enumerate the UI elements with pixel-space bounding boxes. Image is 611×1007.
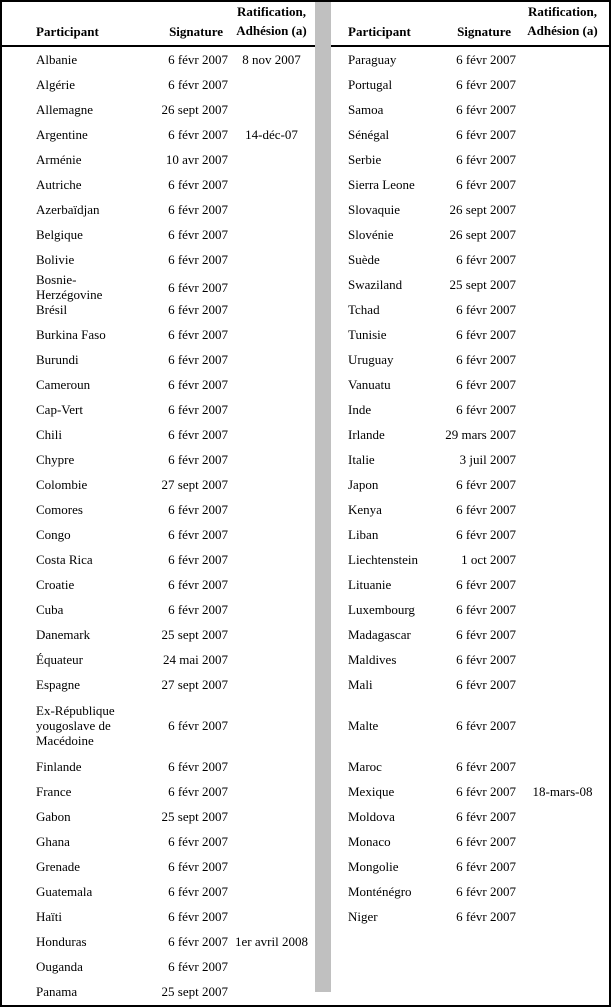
participant-cell: Maldives — [348, 652, 397, 667]
table-row — [331, 347, 609, 372]
table-row — [2, 572, 315, 597]
participant-cell: Ex-République yougoslave de Macédoine — [36, 703, 115, 748]
table-row — [2, 197, 315, 222]
participant-cell: Ghana — [36, 834, 70, 849]
participant-cell: Algérie — [36, 77, 75, 92]
participant-cell: Ouganda — [36, 959, 83, 974]
participant-cell: Inde — [348, 402, 372, 417]
signature-cell: 6 févr 2007 — [168, 77, 228, 92]
table-row — [331, 122, 609, 147]
signature-cell: 6 févr 2007 — [168, 834, 228, 849]
participant-cell: Slovénie — [348, 227, 394, 242]
signature-cell: 6 févr 2007 — [456, 909, 516, 924]
ratification-cell: 8 nov 2007 — [242, 52, 301, 67]
table-row — [2, 97, 315, 122]
participant-cell: Cap-Vert — [36, 402, 83, 417]
table-row — [331, 854, 609, 879]
table-row — [331, 297, 609, 322]
participant-cell: Cameroun — [36, 377, 91, 392]
table-row — [331, 372, 609, 397]
table-row — [2, 904, 315, 929]
table-row — [2, 472, 315, 497]
table-row — [2, 647, 315, 672]
table-header — [2, 2, 315, 47]
signature-cell: 6 févr 2007 — [168, 602, 228, 617]
table-row — [2, 147, 315, 172]
table-row — [331, 829, 609, 854]
table-row — [331, 322, 609, 347]
signature-cell: 6 févr 2007 — [456, 252, 516, 267]
signature-cell: 27 sept 2007 — [161, 477, 228, 492]
signature-cell: 6 févr 2007 — [168, 759, 228, 774]
table-row — [2, 672, 315, 697]
table-row — [2, 522, 315, 547]
table-row — [2, 372, 315, 397]
participant-cell: Congo — [36, 527, 71, 542]
participant-cell: Serbie — [348, 152, 382, 167]
table-row — [2, 979, 315, 1004]
participants-table-right — [331, 2, 609, 929]
participant-cell: Maroc — [348, 759, 382, 774]
header-ratification-line2: Adhésion (a) — [527, 23, 598, 38]
signature-cell: 6 févr 2007 — [456, 677, 516, 692]
table-row — [2, 929, 315, 954]
participant-cell: Luxembourg — [348, 602, 415, 617]
signature-cell: 6 févr 2007 — [456, 477, 516, 492]
participant-cell: Arménie — [36, 152, 82, 167]
participant-cell: Liechtenstein — [348, 552, 419, 567]
table-row — [331, 447, 609, 472]
participant-cell: Mali — [348, 677, 373, 692]
signature-cell: 25 sept 2007 — [161, 627, 228, 642]
signature-cell: 6 févr 2007 — [168, 52, 228, 67]
table-row — [331, 547, 609, 572]
table-row — [331, 272, 609, 297]
signature-cell: 10 avr 2007 — [165, 152, 228, 167]
table-row — [331, 472, 609, 497]
table-row — [2, 497, 315, 522]
table-row — [2, 779, 315, 804]
participant-cell: Moldova — [348, 809, 395, 824]
signature-cell: 6 févr 2007 — [168, 327, 228, 342]
table-row — [2, 72, 315, 97]
signature-cell: 6 févr 2007 — [456, 177, 516, 192]
table-row — [331, 72, 609, 97]
participant-cell: Swaziland — [348, 277, 403, 292]
signature-cell: 6 févr 2007 — [456, 402, 516, 417]
participant-cell: Chili — [36, 427, 63, 442]
signature-cell: 6 févr 2007 — [168, 227, 228, 242]
signature-cell: 27 sept 2007 — [161, 677, 228, 692]
signature-cell: 6 févr 2007 — [456, 759, 516, 774]
table-row — [2, 829, 315, 854]
participant-cell: Haïti — [36, 909, 62, 924]
table-row — [2, 754, 315, 779]
table-row — [331, 47, 609, 72]
table-row — [331, 697, 609, 754]
signature-cell: 6 févr 2007 — [168, 252, 228, 267]
participant-cell: Costa Rica — [36, 552, 93, 567]
table-row — [331, 672, 609, 697]
table-row — [331, 97, 609, 122]
table-row — [2, 547, 315, 572]
table-row — [2, 272, 315, 302]
participant-cell: France — [36, 784, 72, 799]
table-row — [331, 879, 609, 904]
signature-cell: 6 févr 2007 — [456, 718, 516, 733]
signature-cell: 6 févr 2007 — [168, 527, 228, 542]
participant-cell: Grenade — [36, 859, 81, 874]
table-row — [331, 247, 609, 272]
signature-cell: 26 sept 2007 — [449, 227, 516, 242]
signature-cell: 6 févr 2007 — [456, 127, 516, 142]
signature-cell: 6 févr 2007 — [168, 427, 228, 442]
signature-cell: 6 févr 2007 — [168, 502, 228, 517]
participant-cell: Bolivie — [36, 252, 75, 267]
table-row — [331, 497, 609, 522]
signature-cell: 6 févr 2007 — [168, 718, 228, 733]
table-row — [2, 854, 315, 879]
header-ratification — [228, 2, 315, 40]
signature-cell: 6 févr 2007 — [456, 327, 516, 342]
participant-cell: Espagne — [36, 677, 81, 692]
signature-cell: 6 févr 2007 — [456, 602, 516, 617]
participant-cell: Albanie — [36, 52, 78, 67]
signature-cell: 6 févr 2007 — [168, 127, 228, 142]
signature-cell: 6 févr 2007 — [456, 652, 516, 667]
table-row — [331, 422, 609, 447]
table-row — [2, 122, 315, 147]
table-row — [2, 622, 315, 647]
participant-cell: Cuba — [36, 602, 64, 617]
participant-cell: Colombie — [36, 477, 88, 492]
table-header — [331, 2, 609, 47]
table-row — [331, 172, 609, 197]
participant-cell: Gabon — [36, 809, 71, 824]
participants-table-left — [2, 2, 315, 1004]
header-participant: Participant — [348, 24, 411, 39]
table-row — [2, 47, 315, 72]
table-row — [331, 572, 609, 597]
signature-cell: 26 sept 2007 — [161, 102, 228, 117]
signature-cell: 1 oct 2007 — [461, 552, 516, 567]
ratification-cell: 18-mars-08 — [532, 784, 593, 799]
participant-cell: Paraguay — [348, 52, 397, 67]
participant-cell: Mexique — [348, 784, 395, 799]
table-row — [331, 397, 609, 422]
participant-cell: Madagascar — [348, 627, 411, 642]
participant-cell: Irlande — [348, 427, 385, 442]
signature-cell: 6 févr 2007 — [456, 809, 516, 824]
signature-cell: 6 févr 2007 — [168, 302, 228, 317]
signature-cell: 6 févr 2007 — [168, 177, 228, 192]
participant-cell: Japon — [348, 477, 379, 492]
header-ratification-line1: Ratification, — [237, 4, 306, 19]
signature-cell: 6 févr 2007 — [456, 302, 516, 317]
signature-cell: 6 févr 2007 — [456, 627, 516, 642]
signature-cell: 6 févr 2007 — [168, 859, 228, 874]
signature-cell: 6 févr 2007 — [168, 552, 228, 567]
table-row — [2, 447, 315, 472]
signature-cell: 26 sept 2007 — [449, 202, 516, 217]
signature-cell: 3 juil 2007 — [459, 452, 516, 467]
signature-cell: 6 févr 2007 — [168, 402, 228, 417]
participant-cell: Burkina Faso — [36, 327, 106, 342]
signature-cell: 6 févr 2007 — [456, 502, 516, 517]
table-row — [331, 622, 609, 647]
signature-cell: 6 févr 2007 — [456, 859, 516, 874]
table-row — [2, 397, 315, 422]
table-row — [331, 754, 609, 779]
signature-cell: 6 févr 2007 — [168, 377, 228, 392]
participant-cell: Uruguay — [348, 352, 394, 367]
signature-cell: 6 févr 2007 — [456, 784, 516, 799]
signature-cell: 25 sept 2007 — [161, 809, 228, 824]
signature-cell: 6 févr 2007 — [168, 784, 228, 799]
participant-cell: Liban — [348, 527, 379, 542]
signature-cell: 6 févr 2007 — [456, 884, 516, 899]
table-row — [331, 147, 609, 172]
participant-cell: Mongolie — [348, 859, 399, 874]
signature-cell: 6 févr 2007 — [456, 527, 516, 542]
participant-cell: Honduras — [36, 934, 87, 949]
signature-cell: 6 févr 2007 — [456, 52, 516, 67]
ratification-cell: 14-déc-07 — [245, 127, 298, 142]
table-row — [331, 597, 609, 622]
signature-cell: 29 mars 2007 — [445, 427, 516, 442]
participant-cell: Argentine — [36, 127, 88, 142]
table-row — [2, 879, 315, 904]
participant-cell: Tchad — [348, 302, 380, 317]
signature-cell: 6 févr 2007 — [168, 452, 228, 467]
participant-cell: Guatemala — [36, 884, 93, 899]
participant-cell: Vanuatu — [348, 377, 391, 392]
signature-cell: 6 févr 2007 — [168, 577, 228, 592]
participant-cell: Belgique — [36, 227, 83, 242]
signature-cell: 6 févr 2007 — [168, 884, 228, 899]
table-row — [2, 804, 315, 829]
signature-cell: 6 févr 2007 — [168, 279, 228, 295]
participant-cell: Autriche — [36, 177, 82, 192]
participant-cell: Slovaquie — [348, 202, 400, 217]
header-signature: Signature — [457, 24, 511, 39]
signature-cell: 6 févr 2007 — [168, 352, 228, 367]
signature-cell: 6 févr 2007 — [456, 352, 516, 367]
table-divider — [315, 2, 331, 992]
participant-cell: Niger — [348, 909, 378, 924]
table-row — [331, 804, 609, 829]
participant-cell: Croatie — [36, 577, 75, 592]
participant-cell: Bosnie-Herzégovine — [36, 272, 103, 302]
participant-cell: Finlande — [36, 759, 82, 774]
table-row — [2, 247, 315, 272]
signature-cell: 24 mai 2007 — [163, 652, 228, 667]
participant-cell: Équateur — [36, 652, 83, 667]
participant-cell: Sierra Leone — [348, 177, 415, 192]
signature-cell: 6 févr 2007 — [168, 909, 228, 924]
signature-cell: 6 févr 2007 — [168, 959, 228, 974]
table-row — [331, 522, 609, 547]
header-ratification-line1: Ratification, — [528, 4, 597, 19]
signature-cell: 6 févr 2007 — [168, 934, 228, 949]
signature-cell: 6 févr 2007 — [456, 377, 516, 392]
participant-cell: Italie — [348, 452, 375, 467]
table-body-right — [331, 47, 609, 929]
signature-cell: 6 févr 2007 — [456, 77, 516, 92]
header-participant: Participant — [36, 24, 99, 39]
participant-cell: Tunisie — [348, 327, 387, 342]
participant-cell: Suède — [348, 252, 380, 267]
signature-cell: 6 févr 2007 — [456, 102, 516, 117]
participant-cell: Sénégal — [348, 127, 390, 142]
participant-cell: Panama — [36, 984, 78, 999]
participant-cell: Malte — [348, 718, 379, 733]
participant-cell: Brésil — [36, 302, 68, 317]
participant-cell: Allemagne — [36, 102, 94, 117]
header-signature: Signature — [169, 24, 223, 39]
table-row — [331, 647, 609, 672]
participant-cell: Portugal — [348, 77, 393, 92]
signature-cell: 25 sept 2007 — [449, 277, 516, 292]
signature-cell: 6 févr 2007 — [456, 577, 516, 592]
table-row — [2, 347, 315, 372]
participant-cell: Comores — [36, 502, 83, 517]
participant-cell: Monaco — [348, 834, 391, 849]
participant-cell: Samoa — [348, 102, 384, 117]
table-row — [2, 322, 315, 347]
header-ratification-line2: Adhésion (a) — [236, 23, 307, 38]
signature-cell: 6 févr 2007 — [456, 152, 516, 167]
participant-cell: Azerbaïdjan — [36, 202, 100, 217]
signature-cell: 6 févr 2007 — [456, 834, 516, 849]
header-ratification — [516, 2, 609, 40]
table-row — [331, 779, 609, 804]
signature-cell: 25 sept 2007 — [161, 984, 228, 999]
table-row — [331, 222, 609, 247]
table-row — [2, 697, 315, 754]
ratification-cell: 1er avril 2008 — [235, 934, 308, 949]
table-row — [2, 222, 315, 247]
table-row — [2, 597, 315, 622]
signature-cell: 6 févr 2007 — [168, 202, 228, 217]
participant-cell: Monténégro — [348, 884, 412, 899]
table-row — [2, 954, 315, 979]
participant-cell: Burundi — [36, 352, 79, 367]
participant-cell: Kenya — [348, 502, 382, 517]
participant-cell: Lituanie — [348, 577, 392, 592]
participant-cell: Chypre — [36, 452, 75, 467]
participant-cell: Danemark — [36, 627, 91, 642]
table-body-left — [2, 47, 315, 1004]
table-row — [2, 422, 315, 447]
table-row — [2, 172, 315, 197]
table-row — [331, 904, 609, 929]
table-row — [331, 197, 609, 222]
